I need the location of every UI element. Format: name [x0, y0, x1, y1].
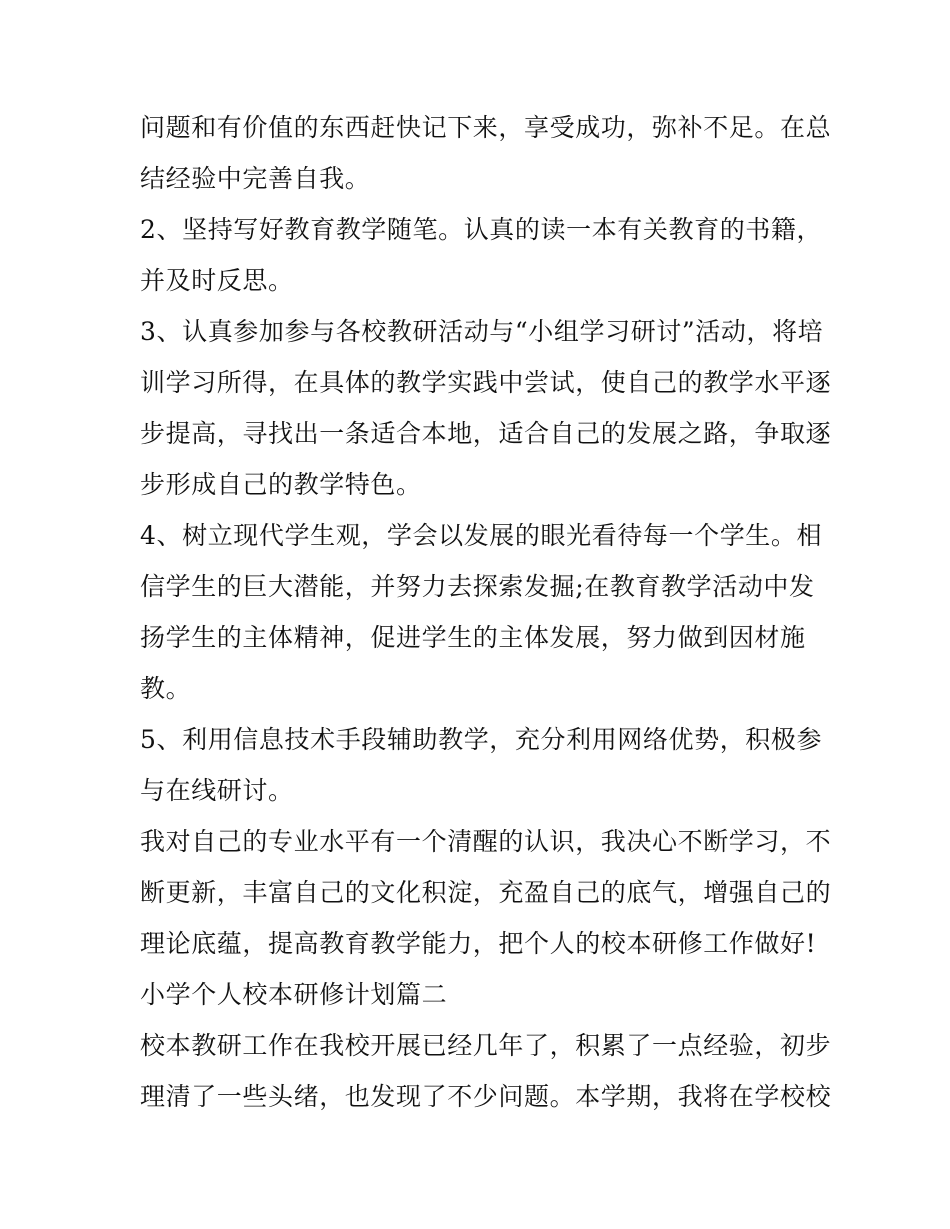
text-line: 教。 — [140, 674, 192, 703]
text-line: 问题和有价值的东西赶快记下来，享受成功，弥补不足。在总 — [140, 113, 832, 142]
text-line: 理论底蕴，提高教育教学能力，把个人的校本研修工作做好! — [140, 929, 817, 958]
text-line: 结经验中完善自我。 — [140, 164, 371, 193]
text-line: 步提高，寻找出一条适合本地，适合自己的发展之路，争取逐 — [140, 419, 832, 448]
text-line: 我对自己的专业水平有一个清醒的认识，我决心不断学习，不 — [140, 827, 832, 856]
text-line: 信学生的巨大潜能，并努力去探索发掘;在教育教学活动中发 — [140, 572, 815, 601]
text-line: 校本教研工作在我校开展已经几年了，积累了一点经验，初步 — [140, 1031, 832, 1060]
text-line: 4、树立现代学生观，学会以发展的眼光看待每一个学生。相 — [140, 521, 823, 550]
text-line: 理清了一些头绪，也发现了不少问题。本学期，我将在学校校 — [140, 1082, 832, 1111]
text-line: 2、坚持写好教育教学随笔。认真的读一本有关教育的书籍， — [140, 215, 823, 244]
document-body — [140, 102, 832, 1122]
text-line: 与在线研讨。 — [140, 776, 294, 805]
text-line: 断更新，丰富自己的文化积淀，充盈自己的底气，增强自己的 — [140, 878, 832, 907]
text-line: 5、利用信息技术手段辅助教学，充分利用网络优势，积极参 — [140, 725, 823, 754]
text-line: 步形成自己的教学特色。 — [140, 470, 422, 499]
section-heading: 小学个人校本研修计划篇二 — [140, 980, 448, 1009]
text-line: 并及时反思。 — [140, 266, 294, 295]
text-line: 扬学生的主体精神，促进学生的主体发展，努力做到因材施 — [140, 623, 806, 652]
text-line: 训学习所得，在具体的教学实践中尝试，使自己的教学水平逐 — [140, 368, 832, 397]
text-line: 3、认真参加参与各校教研活动与“小组学习研讨”活动，将培 — [140, 317, 824, 346]
